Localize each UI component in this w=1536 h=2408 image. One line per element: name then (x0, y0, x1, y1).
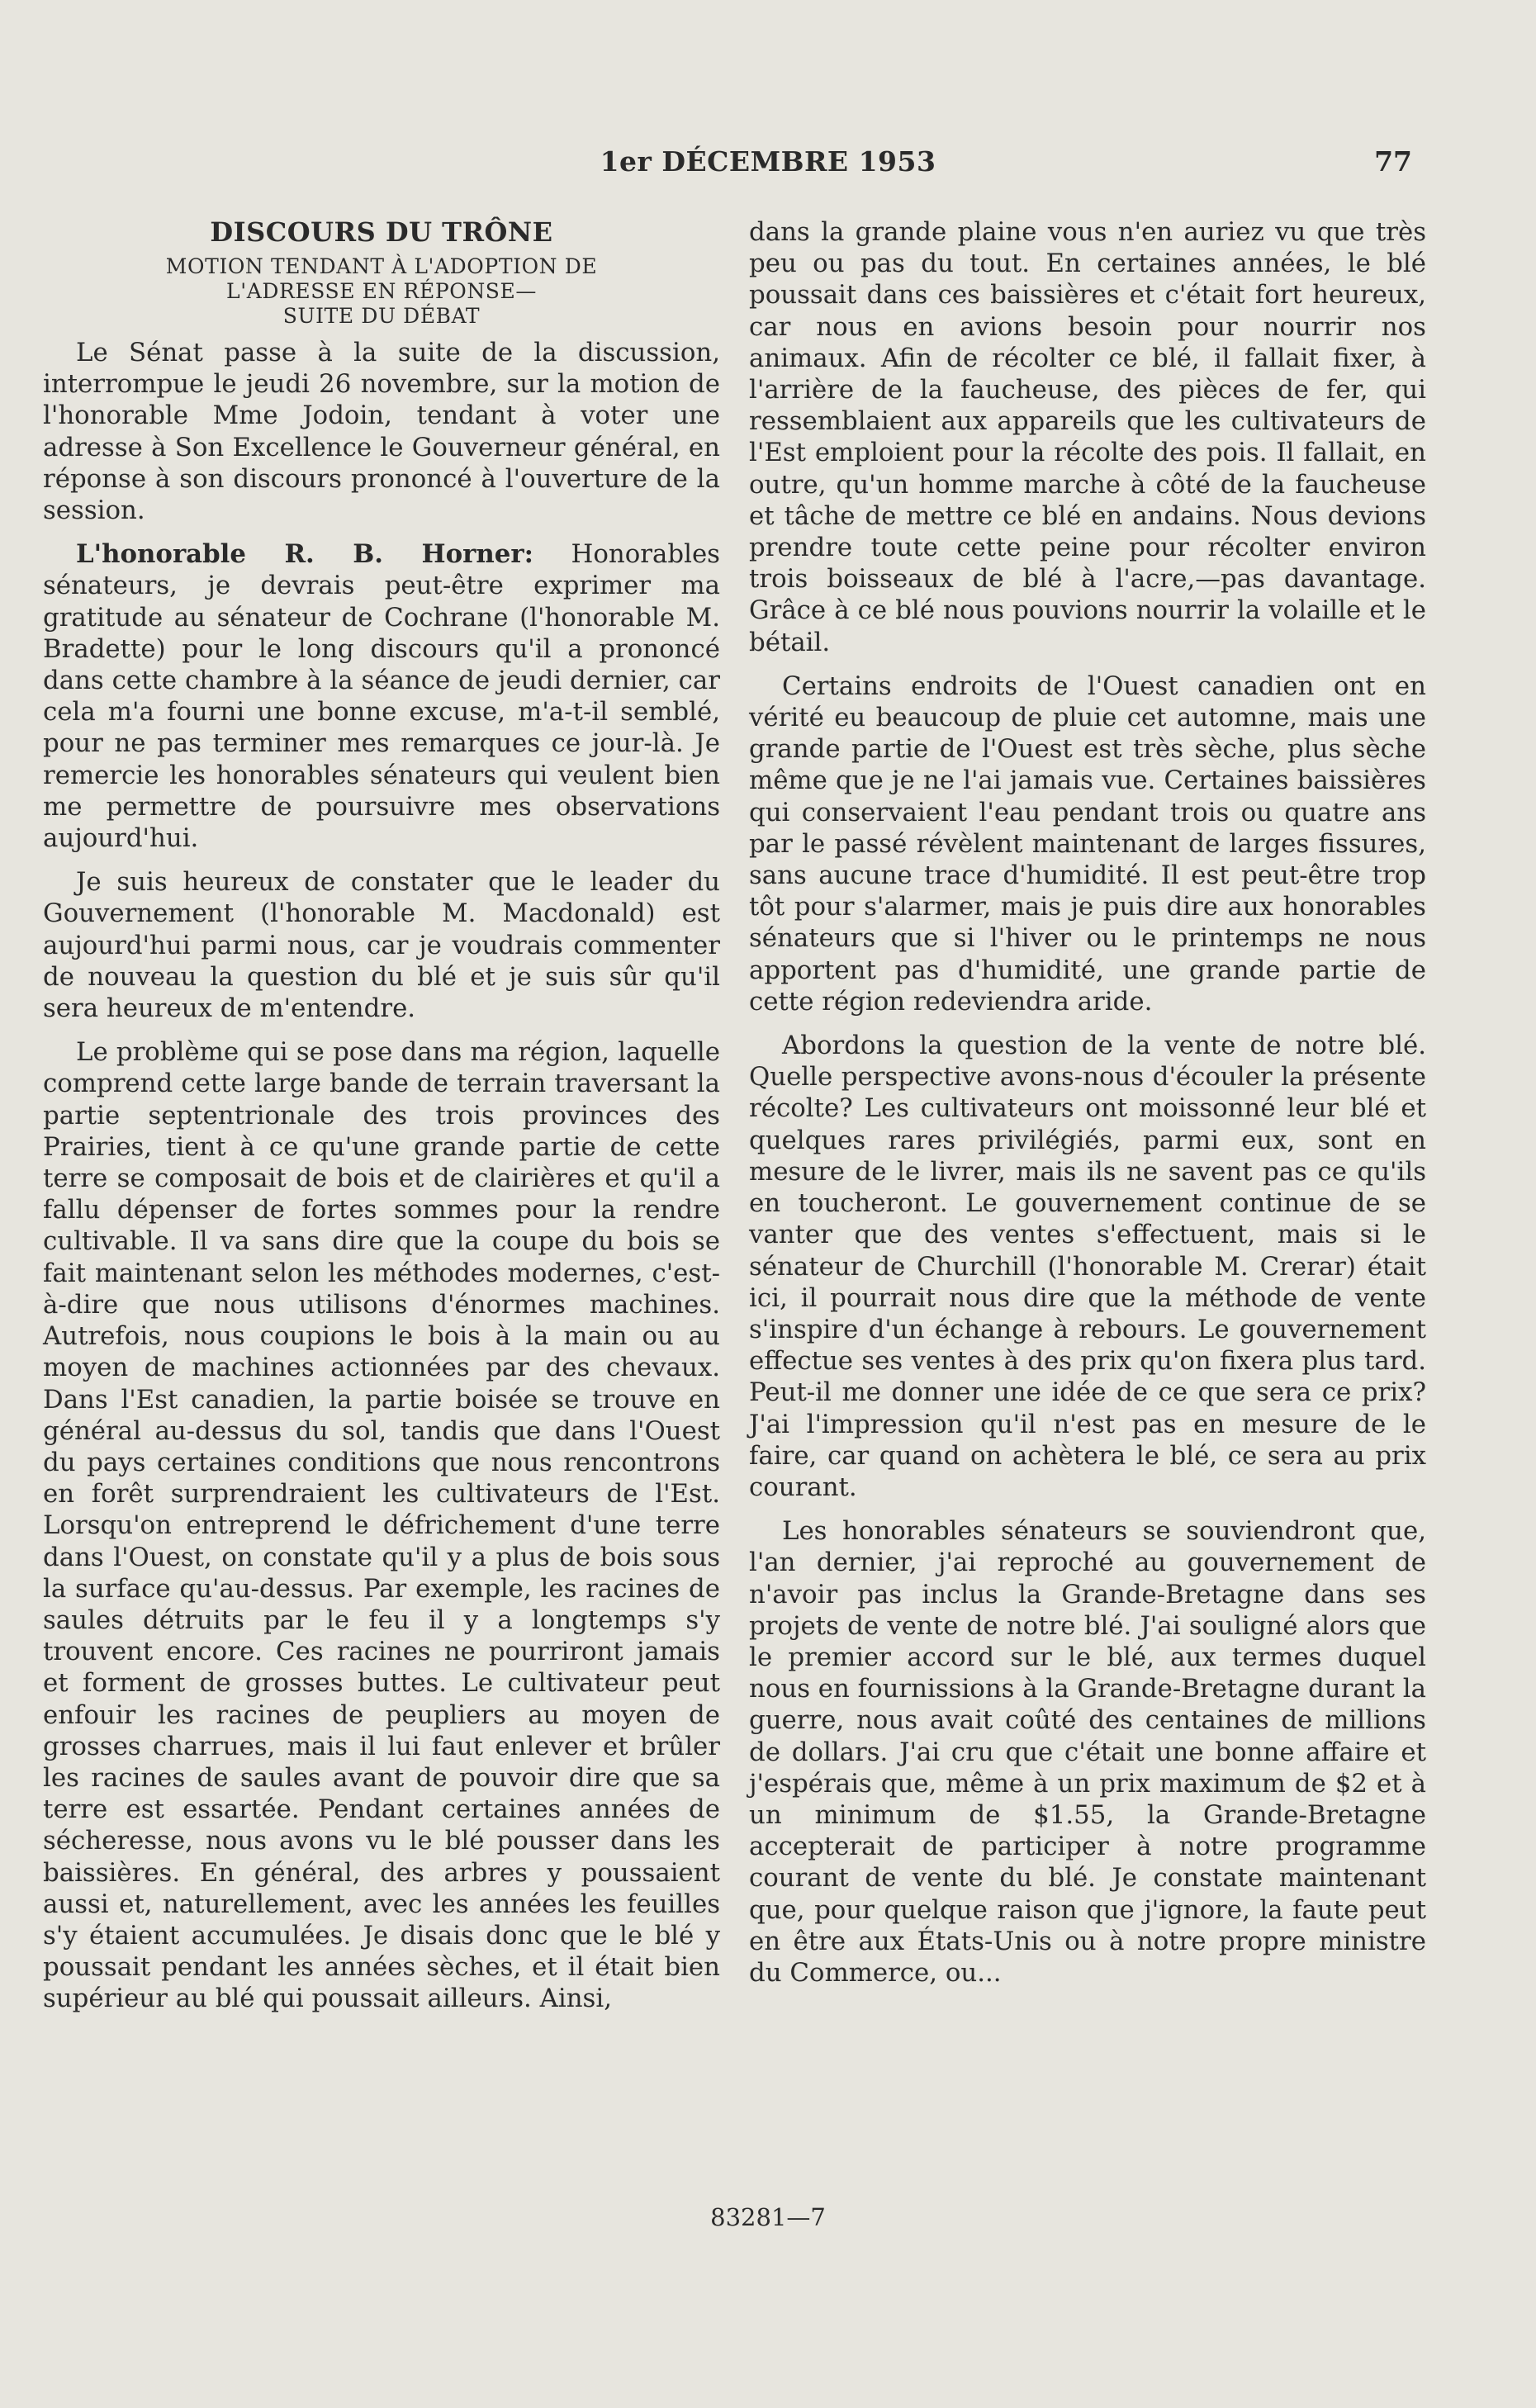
right-column (749, 216, 1426, 2001)
paragraph: Le problème qui se pose dans ma région, laquelle comprend cette large bande de terrain traversant la partie septentrionale des trois provinces des Prairies, tient à ce qu'une grande partie de cette terre se composait de bois et de clairières et qu'il a fallu dépenser de fortes sommes pour la rendre cultivable. Il va sans dire que la coupe du bois se fait maintenant selon les méthodes modernes, c'est-à-dire que nous utilisons d'énormes machines. Autrefois, nous coupions le bois à la main ou au moyen de machines actionnées par des chevaux. Dans l'Est canadien, la partie boisée se trouve en général au-dessus du sol, tandis que dans l'Ouest du pays certaines conditions que nous rencontrons en forêt surprendraient les cultivateurs de l'Est. Lorsqu'on entreprend le défrichement d'une terre dans l'Ouest, on constate qu'il y a plus de bois sous la surface qu'au-dessus. Par exemple, les racines de saules détruits par le feu il y a longtemps s'y trouvent encore. Ces racines ne pourriront jamais et forment de grosses buttes. Le cultivateur peut enfouir les racines de peupliers au moyen de grosses charrues, mais il lui faut enlever et brûler les racines de saules avant de pouvoir dire que sa terre est essartée. Pendant certaines années de sécheresse, nous avons vu le blé pousser dans les baissières. En général, des arbres y poussaient aussi et, naturellement, avec les années les feuilles s'y étaient accumulées. Je disais donc que le blé y poussait pendant les années sèches, et il était bien supérieur au blé qui poussait ailleurs. Ainsi, (43, 1037, 720, 2014)
section-title: DISCOURS DU TRÔNE (210, 216, 553, 248)
paragraph: Les honorables sénateurs se souviendront que, l'an dernier, j'ai reproché au gouvernement de n'avoir pas inclus la Grande-Bretagne dans ses projets de vente de notre blé. J'ai souligné alors que le premier accord sur le blé, aux termes duquel nous en fournissions à la Grande-Bretagne durant la guerre, nous avait coûté des centaines de millions de dollars. J'ai cru que c'était une bonne affaire et j'espérais que, même à un prix maximum de $2 et à un minimum de $1.55, la Grande-Bretagne accepterait de participer à notre programme courant de vente du blé. Je constate maintenant que, pour quelque raison que j'ignore, la faute peut en être aux États-Unis ou à notre propre ministre du Commerce, ou... (749, 1516, 1426, 1988)
section-subtitle (43, 254, 720, 329)
speech-text: Honorables sénateurs, je devrais peut-être exprimer ma gratitude au sénateur de Cochrane (l'honorable M. Bradette) pour le long discours qu'il a prononcé dans cette chambre à la séance de jeudi dernier, car cela m'a fourni une bonne excuse, m'a-t-il semblé, pour ne pas terminer mes remarques ce jour-là. Je remercie les honorables sénateurs qui veulent bien me permettre de poursuivre mes observations aujourd'hui. (43, 539, 720, 854)
speech-paragraph (43, 538, 720, 854)
paragraph: Le Sénat passe à la suite de la discussion, interrompue le jeudi 26 novembre, sur la motion de l'honorable Mme Jodoin, tendant à voter une adresse à Son Excellence le Gouverneur général, en réponse à son discours prononcé à l'ouverture de la session. (43, 338, 720, 526)
left-column (43, 216, 720, 2027)
subtitle-line: L'ADRESSE EN RÉPONSE— (226, 279, 537, 303)
paragraph: Abordons la question de la vente de notre blé. Quelle perspective avons-nous d'écouler la présente récolte? Les cultivateurs ont moissonné leur blé et quelques rares privilégiés, parmi eux, sont en mesure de le livrer, mais ils ne savent pas ce qu'ils en toucheront. Le gouvernement continue de se vanter que des ventes s'effectuent, mais si le sénateur de Churchill (l'honorable M. Crerar) était ici, il pourrait nous dire que la méthode de vente s'inspire d'un échange à rebours. Le gouvernement effectue ses ventes à des prix qu'on fixera plus tard. Peut-il me donner une idée de ce que sera ce prix? J'ai l'impression qu'il n'est pas en mesure de le faire, car quand on achètera le blé, ce sera au prix courant. (749, 1031, 1426, 1502)
subtitle-line: SUITE DU DÉBAT (282, 304, 481, 328)
page-number: 77 (1374, 145, 1412, 178)
page-footer-code: 83281—7 (710, 2203, 826, 2231)
paragraph: Je suis heureux de constater que le leader du Gouvernement (l'honorable M. Macdonald) est aujourd'hui parmi nous, car je voudrais commenter de nouveau la question du blé et je suis sûr qu'il sera heureux de m'entendre. (43, 867, 720, 1024)
subtitle-line: MOTION TENDANT À L'ADOPTION DE (165, 254, 598, 278)
paragraph: Certains endroits de l'Ouest canadien ont en vérité eu beaucoup de pluie cet automne, mais une grande partie de l'Ouest est très sèche, plus sèche même que je ne l'ai jamais vue. Certaines baissières qui conservaient l'eau pendant trois ou quatre ans par le passé révèlent maintenant de larges fissures, sans aucune trace d'humidité. Il est peut-être trop tôt pour s'alarmer, mais je puis dire aux honorables sénateurs que si l'hiver ou le printemps ne nous apportent pas d'humidité, une grande partie de cette région redeviendra aride. (749, 671, 1426, 1017)
speaker-name: L'honorable R. B. Horner: (76, 539, 533, 570)
page-header-date: 1er DÉCEMBRE 1953 (600, 145, 936, 178)
paragraph: dans la grande plaine vous n'en auriez vu que très peu ou pas du tout. En certaines années, le blé poussait dans ces baissières et c'était fort heureux, car nous en avions besoin pour nourrir nos animaux. Afin de récolter ce blé, il fallait fixer, à l'arrière de la faucheuse, des pièces de fer, qui ressemblaient aux appareils que les cultivateurs de l'Est emploient pour la récolte des pois. Il fallait, en outre, qu'un homme marche à côté de la faucheuse et tâche de mettre ce blé en andains. Nous devions prendre toute cette peine pour récolter environ trois boisseaux de blé à l'acre,—pas davantage. Grâce à ce blé nous pouvions nourrir la volaille et le bétail. (749, 217, 1426, 657)
